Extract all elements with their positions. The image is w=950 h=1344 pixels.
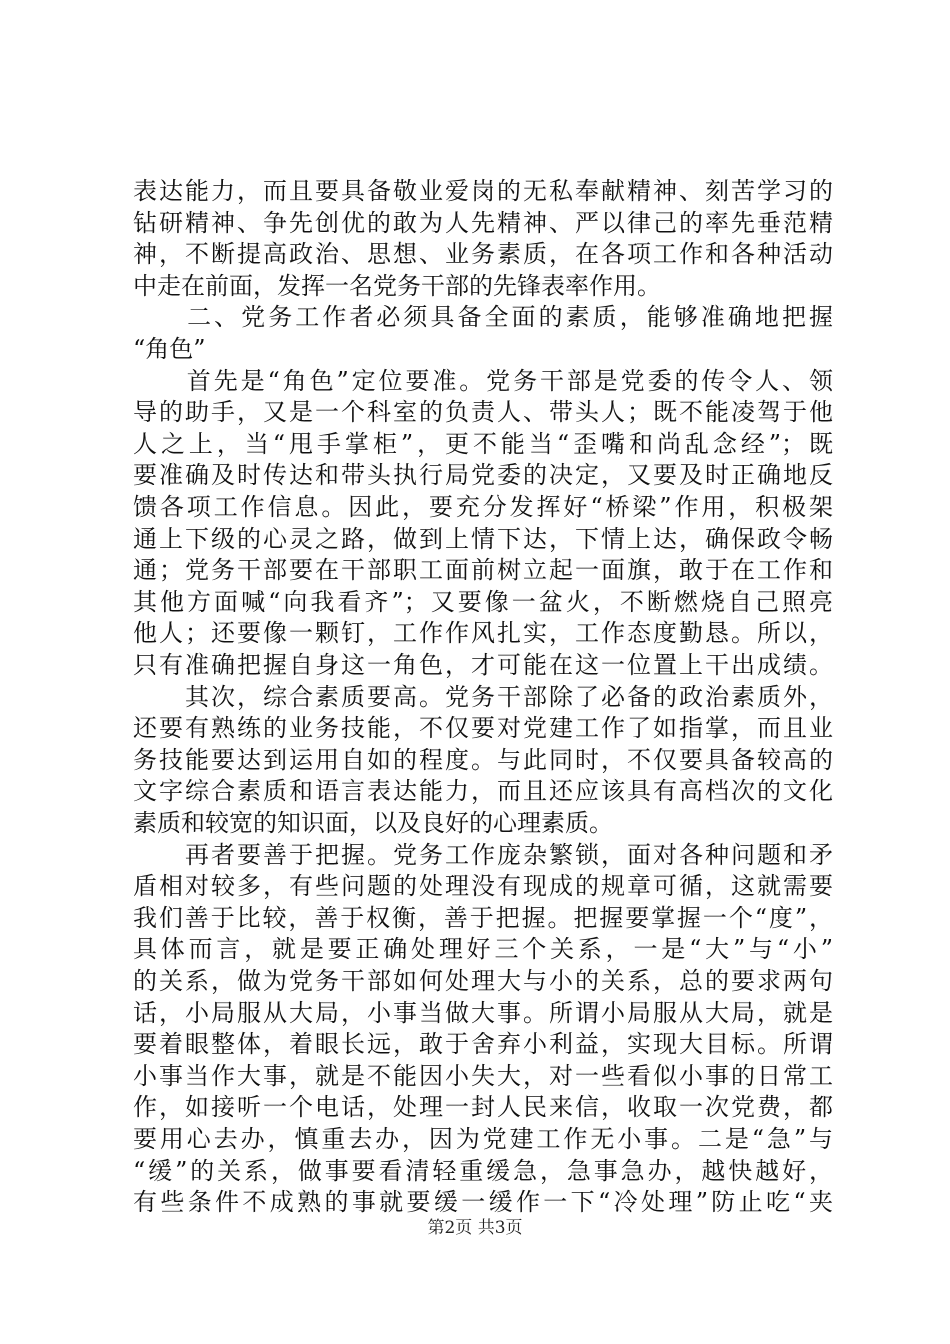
text-line: 人之上，当“甩手掌柜”，更不能当“歪嘴和尚乱念经”；既 (133, 430, 833, 458)
text-line: “缓”的关系，做事要看清轻重缓急，急事急办，越快越好， (133, 1157, 833, 1185)
text-line: 要用心去办，慎重去办，因为党建工作无小事。二是“急”与 (133, 1125, 833, 1153)
text-line: 他人；还要像一颗钉，工作作风扎实，工作态度勤恳。所以， (133, 619, 833, 647)
text-line: 话，小局服从大局，小事当做大事。所谓小局服从大局，就是 (133, 999, 833, 1027)
text-line: 其他方面喊“向我看齐”；又要像一盆火，不断燃烧自己照亮 (133, 588, 833, 616)
text-line: 中走在前面，发挥一名党务干部的先锋表率作用。 (133, 272, 661, 300)
text-line: 要准确及时传达和带头执行局党委的决定，又要及时正确地反 (133, 461, 833, 489)
text-line: 馈各项工作信息。因此，要充分发挥好“桥梁”作用，积极架 (133, 493, 833, 521)
text-line: 还要有熟练的业务技能，不仅要对党建工作了如指掌，而且业 (133, 714, 833, 742)
text-line: 通上下级的心灵之路，做到上情下达，下情上达，确保政令畅 (133, 525, 833, 553)
text-line: 神，不断提高政治、思想、业务素质，在各项工作和各种活动 (133, 240, 833, 268)
text-line: 务技能要达到运用自如的程度。与此同时，不仅要具备较高的 (133, 746, 833, 774)
text-line: 小事当作大事，就是不能因小失大，对一些看似小事的日常工 (133, 1062, 833, 1090)
text-line: 导的助手，又是一个科室的负责人、带头人；既不能凌驾于他 (133, 398, 833, 426)
text-line: 文字综合素质和语言表达能力，而且还应该具有高档次的文化 (133, 777, 833, 805)
page-number-footer: 第2页 共3页 (427, 1218, 523, 1238)
text-line: 我们善于比较，善于权衡，善于把握。把握要掌握一个“度”， (133, 904, 833, 932)
text-line: 具体而言，就是要正确处理好三个关系，一是“大”与“小” (133, 935, 833, 963)
text-line: 只有准确把握自身这一角色，才可能在这一位置上干出成绩。 (133, 651, 833, 679)
section-heading-line: 二、党务工作者必须具备全面的素质，能够准确地把握 (133, 303, 833, 331)
text-line: 作，如接听一个电话，处理一封人民来信，收取一次党费，都 (133, 1093, 833, 1121)
text-line: 的关系，做为党务干部如何处理大与小的关系，总的要求两句 (133, 967, 833, 995)
text-line: 有些条件不成熟的事就要缓一缓作一下“冷处理”防止吃“夹 (133, 1188, 833, 1216)
section-heading-line: “角色” (133, 335, 206, 363)
text-line: 素质和较宽的知识面，以及良好的心理素质。 (133, 809, 613, 837)
text-line: 首先是“角色”定位要准。党务干部是党委的传令人、领 (133, 367, 833, 395)
text-line: 其次，综合素质要高。党务干部除了必备的政治素质外， (133, 683, 833, 711)
text-line: 钻研精神、争先创优的敢为人先精神、严以律己的率先垂范精 (133, 209, 833, 237)
text-line: 表达能力，而且要具备敬业爱岗的无私奉献精神、刻苦学习的 (133, 177, 833, 205)
text-line: 通；党务干部要在干部职工面前树立起一面旗，敢于在工作和 (133, 556, 833, 584)
text-line: 盾相对较多，有些问题的处理没有现成的规章可循，这就需要 (133, 872, 833, 900)
text-line: 再者要善于把握。党务工作庞杂繁锁，面对各种问题和矛 (133, 841, 833, 869)
text-line: 要着眼整体，着眼长远，敢于舍弃小利益，实现大目标。所谓 (133, 1030, 833, 1058)
